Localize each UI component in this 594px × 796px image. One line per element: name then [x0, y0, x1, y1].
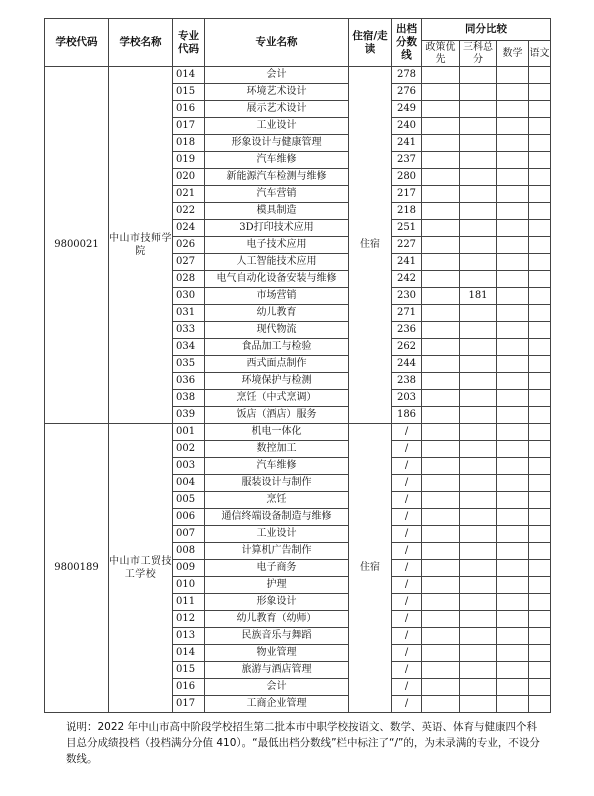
- major-name: 食品加工与检验: [205, 339, 349, 356]
- math-score: [497, 611, 529, 628]
- policy-priority: [422, 475, 460, 492]
- three-subject-total: [460, 84, 497, 101]
- header-school-name: 学校名称: [109, 19, 173, 67]
- cutoff-score: 242: [392, 271, 422, 288]
- major-name: 机电一体化: [205, 424, 349, 441]
- chinese-score: [529, 135, 551, 152]
- major-name: 电子技术应用: [205, 237, 349, 254]
- major-code: 008: [173, 543, 205, 560]
- three-subject-total: [460, 577, 497, 594]
- chinese-score: [529, 560, 551, 577]
- cutoff-score: /: [392, 492, 422, 509]
- major-code: 001: [173, 424, 205, 441]
- chinese-score: [529, 407, 551, 424]
- major-name: 环境艺术设计: [205, 84, 349, 101]
- policy-priority: [422, 628, 460, 645]
- major-name: 工商企业管理: [205, 696, 349, 713]
- cutoff-score: /: [392, 424, 422, 441]
- chinese-score: [529, 288, 551, 305]
- policy-priority: [422, 169, 460, 186]
- major-code: 028: [173, 271, 205, 288]
- cutoff-score: 241: [392, 254, 422, 271]
- three-subject-total: [460, 305, 497, 322]
- major-code: 005: [173, 492, 205, 509]
- policy-priority: [422, 526, 460, 543]
- major-name: 市场营销: [205, 288, 349, 305]
- table-row: [45, 424, 551, 441]
- major-code: 022: [173, 203, 205, 220]
- cutoff-score: /: [392, 560, 422, 577]
- three-subject-total: [460, 101, 497, 118]
- three-subject-total: [460, 237, 497, 254]
- policy-priority: [422, 356, 460, 373]
- three-subject-total: [460, 475, 497, 492]
- math-score: [497, 237, 529, 254]
- policy-priority: [422, 696, 460, 713]
- math-score: [497, 577, 529, 594]
- major-code: 017: [173, 696, 205, 713]
- chinese-score: [529, 509, 551, 526]
- chinese-score: [529, 373, 551, 390]
- three-subject-total: [460, 645, 497, 662]
- three-subject-total: [460, 118, 497, 135]
- math-score: [497, 356, 529, 373]
- major-name: 会计: [205, 679, 349, 696]
- three-subject-total: [460, 543, 497, 560]
- three-subject-total: [460, 560, 497, 577]
- chinese-score: [529, 186, 551, 203]
- policy-priority: [422, 305, 460, 322]
- policy-priority: [422, 322, 460, 339]
- chinese-score: [529, 628, 551, 645]
- major-code: 021: [173, 186, 205, 203]
- major-code: 014: [173, 67, 205, 84]
- three-subject-total: [460, 407, 497, 424]
- math-score: [497, 628, 529, 645]
- cutoff-score: /: [392, 543, 422, 560]
- chinese-score: [529, 84, 551, 101]
- three-subject-total: [460, 135, 497, 152]
- math-score: [497, 475, 529, 492]
- header-cutoff: 出档分数线: [392, 19, 422, 67]
- math-score: [497, 84, 529, 101]
- admission-score-table: [44, 18, 551, 713]
- three-subject-total: [460, 254, 497, 271]
- major-code: 007: [173, 526, 205, 543]
- major-code: 036: [173, 373, 205, 390]
- major-code: 006: [173, 509, 205, 526]
- major-name: 数控加工: [205, 441, 349, 458]
- three-subject-total: [460, 67, 497, 84]
- three-subject-total: [460, 441, 497, 458]
- major-name: 现代物流: [205, 322, 349, 339]
- three-subject-total: [460, 152, 497, 169]
- cutoff-score: 217: [392, 186, 422, 203]
- math-score: [497, 186, 529, 203]
- three-subject-total: [460, 696, 497, 713]
- major-code: 039: [173, 407, 205, 424]
- major-code: 019: [173, 152, 205, 169]
- boarding-type: 住宿: [349, 67, 392, 424]
- policy-priority: [422, 339, 460, 356]
- math-score: [497, 203, 529, 220]
- chinese-score: [529, 322, 551, 339]
- three-subject-total: [460, 424, 497, 441]
- major-name: 工业设计: [205, 526, 349, 543]
- header-compare: 同分比较: [422, 19, 551, 41]
- major-code: 012: [173, 611, 205, 628]
- chinese-score: [529, 594, 551, 611]
- cutoff-score: 271: [392, 305, 422, 322]
- chinese-score: [529, 67, 551, 84]
- major-name: 民族音乐与舞蹈: [205, 628, 349, 645]
- header-policy: 政策优先: [422, 41, 460, 67]
- major-name: 物业管理: [205, 645, 349, 662]
- math-score: [497, 526, 529, 543]
- policy-priority: [422, 373, 460, 390]
- table-row: [45, 67, 551, 84]
- major-name: 展示艺术设计: [205, 101, 349, 118]
- cutoff-score: 249: [392, 101, 422, 118]
- major-name: 计算机广告制作: [205, 543, 349, 560]
- chinese-score: [529, 526, 551, 543]
- cutoff-score: 276: [392, 84, 422, 101]
- chinese-score: [529, 679, 551, 696]
- three-subject-total: 181: [460, 288, 497, 305]
- header-boarding: 住宿/走读: [349, 19, 392, 67]
- major-code: 014: [173, 645, 205, 662]
- three-subject-total: [460, 458, 497, 475]
- policy-priority: [422, 424, 460, 441]
- major-code: 017: [173, 118, 205, 135]
- policy-priority: [422, 84, 460, 101]
- chinese-score: [529, 356, 551, 373]
- math-score: [497, 407, 529, 424]
- cutoff-score: 251: [392, 220, 422, 237]
- major-code: 031: [173, 305, 205, 322]
- major-name: 形象设计与健康管理: [205, 135, 349, 152]
- major-name: 新能源汽车检测与维修: [205, 169, 349, 186]
- three-subject-total: [460, 169, 497, 186]
- three-subject-total: [460, 390, 497, 407]
- cutoff-score: 236: [392, 322, 422, 339]
- major-name: 汽车维修: [205, 458, 349, 475]
- math-score: [497, 322, 529, 339]
- header-school-code: 学校代码: [45, 19, 109, 67]
- policy-priority: [422, 611, 460, 628]
- math-score: [497, 645, 529, 662]
- major-name: 烹饪: [205, 492, 349, 509]
- cutoff-score: 218: [392, 203, 422, 220]
- cutoff-score: /: [392, 679, 422, 696]
- major-code: 030: [173, 288, 205, 305]
- cutoff-score: 230: [392, 288, 422, 305]
- math-score: [497, 492, 529, 509]
- cutoff-score: /: [392, 509, 422, 526]
- chinese-score: [529, 645, 551, 662]
- major-name: 人工智能技术应用: [205, 254, 349, 271]
- chinese-score: [529, 152, 551, 169]
- major-name: 饭店（酒店）服务: [205, 407, 349, 424]
- chinese-score: [529, 305, 551, 322]
- three-subject-total: [460, 679, 497, 696]
- major-code: 010: [173, 577, 205, 594]
- policy-priority: [422, 662, 460, 679]
- chinese-score: [529, 441, 551, 458]
- school-code: 9800021: [45, 67, 109, 424]
- major-name: 工业设计: [205, 118, 349, 135]
- math-score: [497, 305, 529, 322]
- header-major-name: 专业名称: [205, 19, 349, 67]
- cutoff-score: 203: [392, 390, 422, 407]
- cutoff-score: 186: [392, 407, 422, 424]
- chinese-score: [529, 475, 551, 492]
- major-code: 011: [173, 594, 205, 611]
- footnote: 说明：2022 年中山市高中阶段学校招生第二批本市中职学校按语文、数学、英语、体育与健康四个科目总分成绩投档（投档满分分值 410）。“最低出档分数线”栏中标注了“/”的，为未录满的专业，不设分数线。: [66, 721, 540, 765]
- math-score: [497, 441, 529, 458]
- policy-priority: [422, 101, 460, 118]
- major-code: 002: [173, 441, 205, 458]
- major-code: 004: [173, 475, 205, 492]
- math-score: [497, 509, 529, 526]
- math-score: [497, 458, 529, 475]
- header-math: 数学: [497, 41, 529, 67]
- policy-priority: [422, 543, 460, 560]
- major-name: 幼儿教育: [205, 305, 349, 322]
- cutoff-score: 237: [392, 152, 422, 169]
- math-score: [497, 390, 529, 407]
- major-name: 服装设计与制作: [205, 475, 349, 492]
- major-code: 034: [173, 339, 205, 356]
- three-subject-total: [460, 322, 497, 339]
- three-subject-total: [460, 339, 497, 356]
- major-name: 会计: [205, 67, 349, 84]
- three-subject-total: [460, 594, 497, 611]
- three-subject-total: [460, 186, 497, 203]
- major-code: 016: [173, 679, 205, 696]
- school-name: 中山市工贸技工学校: [109, 424, 173, 713]
- major-code: 033: [173, 322, 205, 339]
- policy-priority: [422, 492, 460, 509]
- math-score: [497, 169, 529, 186]
- cutoff-score: /: [392, 611, 422, 628]
- cutoff-score: /: [392, 645, 422, 662]
- policy-priority: [422, 594, 460, 611]
- math-score: [497, 152, 529, 169]
- major-name: 烹饪（中式烹调）: [205, 390, 349, 407]
- cutoff-score: 244: [392, 356, 422, 373]
- major-code: 016: [173, 101, 205, 118]
- cutoff-score: /: [392, 475, 422, 492]
- major-code: 015: [173, 662, 205, 679]
- math-score: [497, 220, 529, 237]
- chinese-score: [529, 577, 551, 594]
- policy-priority: [422, 441, 460, 458]
- major-name: 3D打印技术应用: [205, 220, 349, 237]
- chinese-score: [529, 424, 551, 441]
- boarding-type: 住宿: [349, 424, 392, 713]
- math-score: [497, 101, 529, 118]
- chinese-score: [529, 611, 551, 628]
- cutoff-score: /: [392, 594, 422, 611]
- chinese-score: [529, 339, 551, 356]
- policy-priority: [422, 458, 460, 475]
- major-name: 电子商务: [205, 560, 349, 577]
- chinese-score: [529, 458, 551, 475]
- chinese-score: [529, 220, 551, 237]
- policy-priority: [422, 67, 460, 84]
- major-name: 模具制造: [205, 203, 349, 220]
- major-code: 009: [173, 560, 205, 577]
- three-subject-total: [460, 628, 497, 645]
- policy-priority: [422, 679, 460, 696]
- major-code: 035: [173, 356, 205, 373]
- chinese-score: [529, 118, 551, 135]
- three-subject-total: [460, 356, 497, 373]
- three-subject-total: [460, 509, 497, 526]
- major-name: 护理: [205, 577, 349, 594]
- chinese-score: [529, 390, 551, 407]
- major-code: 015: [173, 84, 205, 101]
- three-subject-total: [460, 492, 497, 509]
- chinese-score: [529, 492, 551, 509]
- chinese-score: [529, 237, 551, 254]
- policy-priority: [422, 203, 460, 220]
- policy-priority: [422, 152, 460, 169]
- cutoff-score: 241: [392, 135, 422, 152]
- major-code: 013: [173, 628, 205, 645]
- three-subject-total: [460, 662, 497, 679]
- major-name: 通信终端设备制造与维修: [205, 509, 349, 526]
- policy-priority: [422, 254, 460, 271]
- math-score: [497, 424, 529, 441]
- three-subject-total: [460, 373, 497, 390]
- math-score: [497, 271, 529, 288]
- cutoff-score: 280: [392, 169, 422, 186]
- policy-priority: [422, 271, 460, 288]
- major-code: 026: [173, 237, 205, 254]
- cutoff-score: /: [392, 662, 422, 679]
- chinese-score: [529, 662, 551, 679]
- cutoff-score: 262: [392, 339, 422, 356]
- cutoff-score: 278: [392, 67, 422, 84]
- cutoff-score: /: [392, 696, 422, 713]
- table-body: [45, 67, 551, 713]
- policy-priority: [422, 186, 460, 203]
- major-code: 018: [173, 135, 205, 152]
- math-score: [497, 679, 529, 696]
- major-name: 电气自动化设备安装与维修: [205, 271, 349, 288]
- policy-priority: [422, 509, 460, 526]
- policy-priority: [422, 390, 460, 407]
- math-score: [497, 339, 529, 356]
- cutoff-score: /: [392, 458, 422, 475]
- policy-priority: [422, 118, 460, 135]
- cutoff-score: 240: [392, 118, 422, 135]
- policy-priority: [422, 288, 460, 305]
- school-name: 中山市技师学院: [109, 67, 173, 424]
- policy-priority: [422, 407, 460, 424]
- chinese-score: [529, 101, 551, 118]
- chinese-score: [529, 203, 551, 220]
- school-code: 9800189: [45, 424, 109, 713]
- chinese-score: [529, 254, 551, 271]
- chinese-score: [529, 271, 551, 288]
- major-code: 003: [173, 458, 205, 475]
- major-name: 汽车营销: [205, 186, 349, 203]
- major-code: 020: [173, 169, 205, 186]
- math-score: [497, 543, 529, 560]
- math-score: [497, 696, 529, 713]
- three-subject-total: [460, 203, 497, 220]
- major-name: 西式面点制作: [205, 356, 349, 373]
- math-score: [497, 67, 529, 84]
- math-score: [497, 118, 529, 135]
- major-name: 汽车维修: [205, 152, 349, 169]
- cutoff-score: /: [392, 577, 422, 594]
- policy-priority: [422, 135, 460, 152]
- cutoff-score: 238: [392, 373, 422, 390]
- math-score: [497, 662, 529, 679]
- policy-priority: [422, 560, 460, 577]
- math-score: [497, 135, 529, 152]
- cutoff-score: /: [392, 628, 422, 645]
- math-score: [497, 560, 529, 577]
- major-code: 027: [173, 254, 205, 271]
- header-major-code: 专业代码: [173, 19, 205, 67]
- major-name: 形象设计: [205, 594, 349, 611]
- policy-priority: [422, 645, 460, 662]
- cutoff-score: /: [392, 441, 422, 458]
- math-score: [497, 288, 529, 305]
- math-score: [497, 254, 529, 271]
- policy-priority: [422, 577, 460, 594]
- major-name: 幼儿教育（幼师）: [205, 611, 349, 628]
- chinese-score: [529, 696, 551, 713]
- major-code: 038: [173, 390, 205, 407]
- major-name: 环境保护与检测: [205, 373, 349, 390]
- major-name: 旅游与酒店管理: [205, 662, 349, 679]
- three-subject-total: [460, 611, 497, 628]
- header-three-subject: 三科总分: [460, 41, 497, 67]
- major-code: 024: [173, 220, 205, 237]
- three-subject-total: [460, 526, 497, 543]
- chinese-score: [529, 543, 551, 560]
- chinese-score: [529, 169, 551, 186]
- header-chinese: 语文: [529, 41, 551, 67]
- cutoff-score: 227: [392, 237, 422, 254]
- cutoff-score: /: [392, 526, 422, 543]
- policy-priority: [422, 237, 460, 254]
- three-subject-total: [460, 220, 497, 237]
- math-score: [497, 594, 529, 611]
- three-subject-total: [460, 271, 497, 288]
- policy-priority: [422, 220, 460, 237]
- math-score: [497, 373, 529, 390]
